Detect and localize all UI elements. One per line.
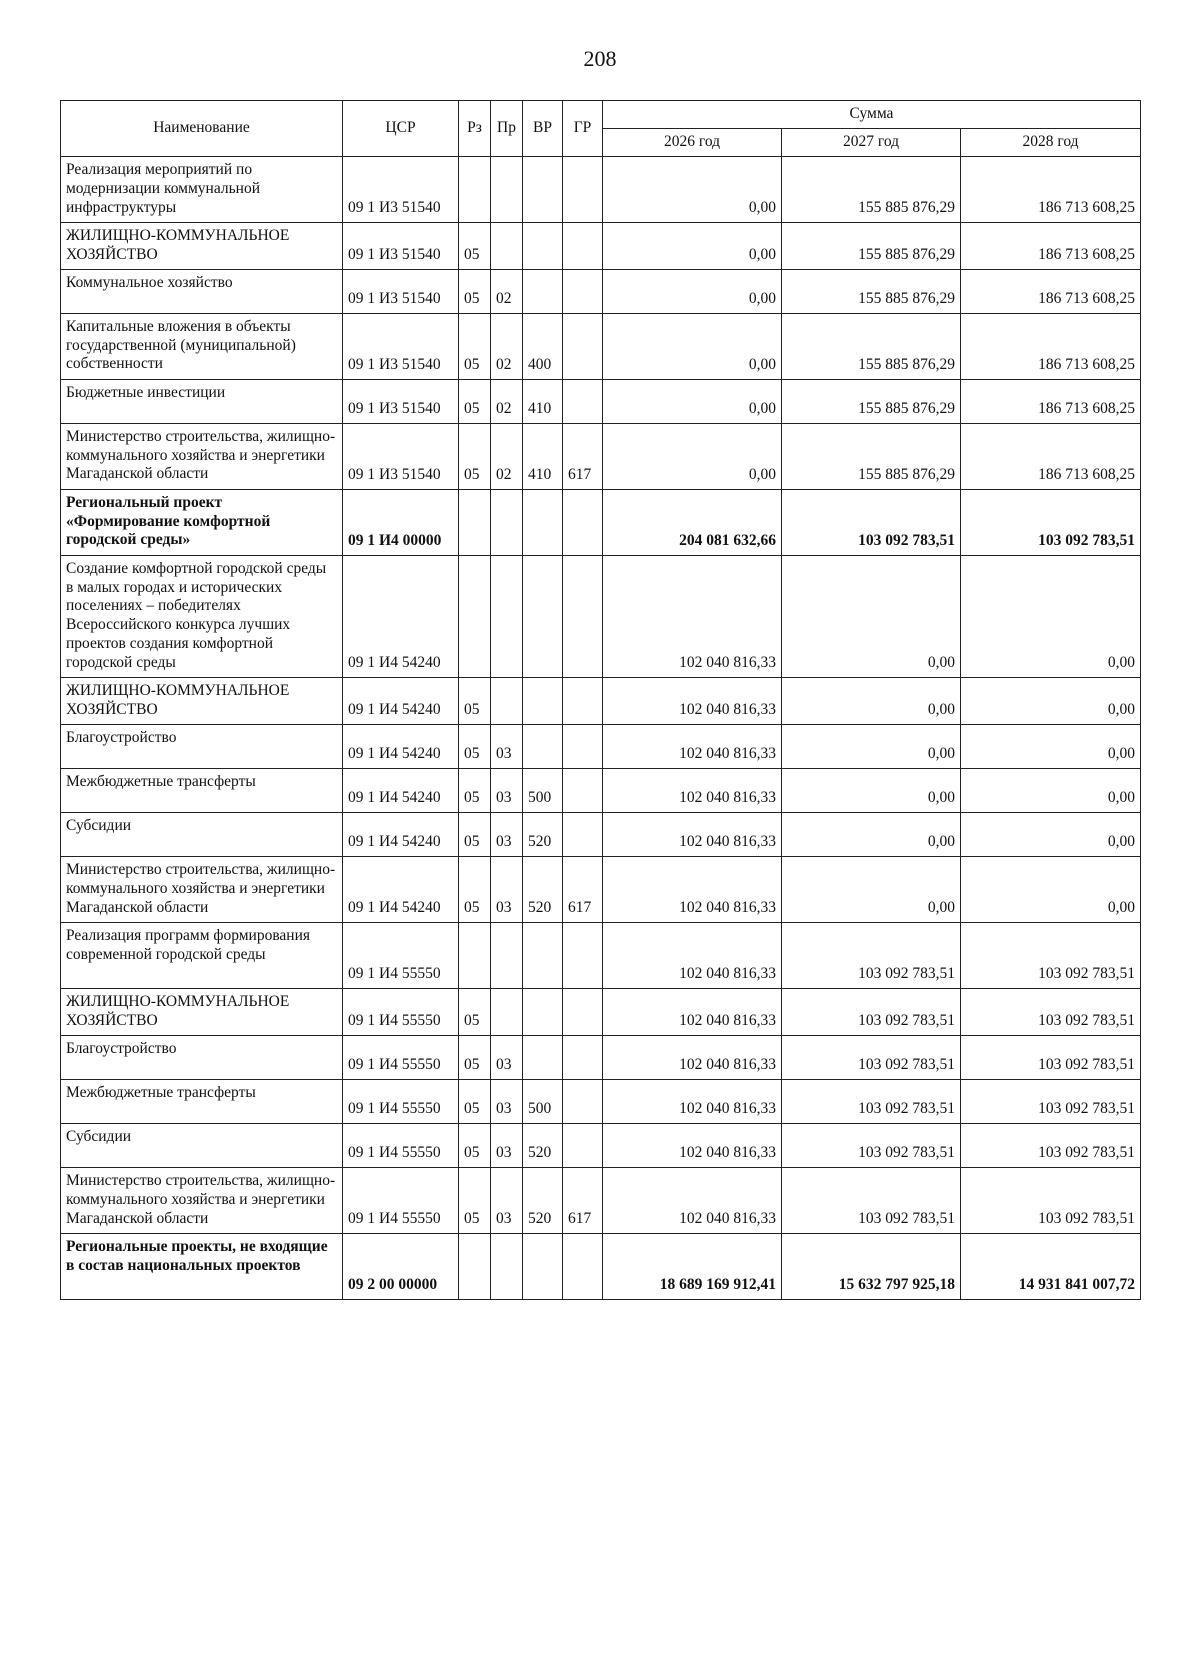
row-2026-cell: 0,00 [603,156,782,222]
row-gr-cell: 617 [563,856,603,922]
row-csr-cell: 09 1 И3 51540 [343,423,459,489]
row-2026-cell: 102 040 816,33 [603,1035,782,1079]
row-vr-cell [523,988,563,1035]
row-2028-cell: 103 092 783,51 [961,489,1141,555]
table-row [61,1233,1141,1299]
table-row [61,269,1141,313]
row-2027-cell: 15 632 797 925,18 [782,1233,961,1299]
row-rz-cell: 05 [459,1167,491,1233]
row-vr-cell [523,922,563,988]
row-vr-cell [523,1233,563,1299]
row-name-cell: Субсидии [61,812,343,856]
row-2026-cell: 102 040 816,33 [603,856,782,922]
row-gr-cell [563,313,603,379]
row-2027-cell: 155 885 876,29 [782,423,961,489]
row-rz-cell: 05 [459,269,491,313]
row-2027-cell: 155 885 876,29 [782,222,961,269]
row-csr-cell: 09 1 И4 54240 [343,555,459,677]
row-vr-cell [523,269,563,313]
row-pr-cell [491,988,523,1035]
row-vr-cell: 410 [523,423,563,489]
table-row [61,489,1141,555]
row-2027-cell: 0,00 [782,812,961,856]
row-2028-cell: 0,00 [961,768,1141,812]
row-2027-cell: 103 092 783,51 [782,988,961,1035]
row-rz-cell: 05 [459,1079,491,1123]
row-vr-cell [523,489,563,555]
row-csr-cell: 09 1 И4 54240 [343,856,459,922]
row-2028-cell: 186 713 608,25 [961,156,1141,222]
row-gr-cell [563,768,603,812]
row-vr-cell [523,222,563,269]
row-2028-cell: 0,00 [961,555,1141,677]
row-2027-cell: 103 092 783,51 [782,1035,961,1079]
row-2027-cell: 103 092 783,51 [782,1123,961,1167]
row-2026-cell: 102 040 816,33 [603,724,782,768]
budget-table [60,100,1141,1300]
row-csr-cell: 09 1 И3 51540 [343,222,459,269]
row-gr-cell [563,678,603,725]
row-gr-cell [563,489,603,555]
row-pr-cell [491,156,523,222]
row-rz-cell: 05 [459,1035,491,1079]
table-row [61,988,1141,1035]
row-csr-cell: 09 1 И4 55550 [343,1079,459,1123]
header-gr: ГР [563,101,603,157]
header-name: Наименование [61,101,343,157]
row-pr-cell [491,222,523,269]
row-name-cell: Благоустройство [61,724,343,768]
row-name-cell: Бюджетные инвестиции [61,379,343,423]
row-2027-cell: 103 092 783,51 [782,1167,961,1233]
header-vr: ВР [523,101,563,157]
row-csr-cell: 09 1 И4 55550 [343,1123,459,1167]
row-rz-cell: 05 [459,379,491,423]
row-2026-cell: 102 040 816,33 [603,1079,782,1123]
row-pr-cell [491,922,523,988]
row-csr-cell: 09 1 И4 54240 [343,768,459,812]
row-2028-cell: 0,00 [961,856,1141,922]
row-2026-cell: 0,00 [603,222,782,269]
row-rz-cell [459,489,491,555]
row-vr-cell: 520 [523,856,563,922]
row-rz-cell [459,555,491,677]
table-row [61,1079,1141,1123]
row-2028-cell: 0,00 [961,812,1141,856]
table-row [61,222,1141,269]
row-name-cell: Министерство строительства, жилищно-коммунального хозяйства и энергетики Магаданской области [61,423,343,489]
row-2026-cell: 204 081 632,66 [603,489,782,555]
row-vr-cell: 500 [523,1079,563,1123]
row-csr-cell: 09 1 И4 55550 [343,1035,459,1079]
header-sum: Сумма [603,101,1141,129]
row-rz-cell: 05 [459,812,491,856]
row-2028-cell: 103 092 783,51 [961,1035,1141,1079]
row-name-cell: Региональный проект «Формирование комфортной городской среды» [61,489,343,555]
row-2028-cell: 103 092 783,51 [961,1079,1141,1123]
row-name-cell: Межбюджетные трансферты [61,1079,343,1123]
table-row [61,555,1141,677]
row-csr-cell: 09 1 И3 51540 [343,379,459,423]
table-row [61,678,1141,725]
table-row [61,1167,1141,1233]
row-gr-cell [563,1079,603,1123]
table-row [61,768,1141,812]
row-2026-cell: 102 040 816,33 [603,922,782,988]
row-gr-cell [563,812,603,856]
row-2026-cell: 102 040 816,33 [603,812,782,856]
row-2027-cell: 0,00 [782,724,961,768]
row-2028-cell: 186 713 608,25 [961,222,1141,269]
row-csr-cell: 09 1 И3 51540 [343,269,459,313]
row-2026-cell: 18 689 169 912,41 [603,1233,782,1299]
row-2028-cell: 0,00 [961,724,1141,768]
row-pr-cell: 03 [491,856,523,922]
table-row [61,423,1141,489]
row-2027-cell: 103 092 783,51 [782,1079,961,1123]
row-rz-cell: 05 [459,313,491,379]
row-2026-cell: 0,00 [603,269,782,313]
row-vr-cell [523,156,563,222]
table-header [61,101,1141,157]
row-pr-cell: 02 [491,423,523,489]
row-csr-cell: 09 1 И4 54240 [343,724,459,768]
row-pr-cell [491,489,523,555]
row-gr-cell [563,269,603,313]
row-2028-cell: 103 092 783,51 [961,988,1141,1035]
row-rz-cell: 05 [459,222,491,269]
table-row [61,379,1141,423]
row-2027-cell: 155 885 876,29 [782,156,961,222]
row-vr-cell: 410 [523,379,563,423]
row-2026-cell: 0,00 [603,379,782,423]
row-2028-cell: 103 092 783,51 [961,922,1141,988]
row-pr-cell: 03 [491,812,523,856]
table-row [61,922,1141,988]
budget-table-container [60,100,1140,1300]
row-gr-cell [563,922,603,988]
row-csr-cell: 09 1 И4 55550 [343,922,459,988]
row-2027-cell: 155 885 876,29 [782,269,961,313]
row-2026-cell: 102 040 816,33 [603,768,782,812]
row-name-cell: Создание комфортной городской среды в малых городах и исторических поселениях – победителях Всероссийского конкурса лучших проектов создания комфортной городской среды [61,555,343,677]
row-name-cell: ЖИЛИЩНО-КОММУНАЛЬНОЕ ХОЗЯЙСТВО [61,988,343,1035]
row-2026-cell: 102 040 816,33 [603,988,782,1035]
row-2027-cell: 103 092 783,51 [782,489,961,555]
table-row [61,812,1141,856]
row-pr-cell: 03 [491,1079,523,1123]
row-gr-cell [563,1233,603,1299]
row-rz-cell [459,922,491,988]
row-name-cell: Капитальные вложения в объекты государственной (муниципальной) собственности [61,313,343,379]
row-2027-cell: 0,00 [782,768,961,812]
header-2028: 2028 год [961,128,1141,156]
row-name-cell: Реализация мероприятий по модернизации коммунальной инфраструктуры [61,156,343,222]
table-body [61,156,1141,1299]
row-2026-cell: 102 040 816,33 [603,678,782,725]
row-vr-cell [523,1035,563,1079]
row-rz-cell: 05 [459,678,491,725]
header-2027: 2027 год [782,128,961,156]
row-2028-cell: 103 092 783,51 [961,1123,1141,1167]
row-rz-cell: 05 [459,856,491,922]
row-csr-cell: 09 1 И3 51540 [343,156,459,222]
row-2026-cell: 102 040 816,33 [603,1167,782,1233]
row-2027-cell: 155 885 876,29 [782,313,961,379]
header-rz: Рз [459,101,491,157]
table-row [61,156,1141,222]
row-rz-cell [459,1233,491,1299]
table-row [61,1123,1141,1167]
row-gr-cell [563,988,603,1035]
page-number: 208 [583,46,617,71]
row-pr-cell [491,1233,523,1299]
row-name-cell: Министерство строительства, жилищно-коммунального хозяйства и энергетики Магаданской области [61,1167,343,1233]
table-row [61,856,1141,922]
row-2026-cell: 0,00 [603,423,782,489]
row-name-cell: Региональные проекты, не входящие в состав национальных проектов [61,1233,343,1299]
row-gr-cell [563,1035,603,1079]
row-name-cell: Благоустройство [61,1035,343,1079]
row-csr-cell: 09 1 И3 51540 [343,313,459,379]
row-name-cell: Межбюджетные трансферты [61,768,343,812]
row-2027-cell: 0,00 [782,678,961,725]
row-2028-cell: 186 713 608,25 [961,269,1141,313]
row-pr-cell: 03 [491,1123,523,1167]
row-2028-cell: 14 931 841 007,72 [961,1233,1141,1299]
row-gr-cell [563,156,603,222]
row-csr-cell: 09 1 И4 55550 [343,1167,459,1233]
table-row [61,313,1141,379]
row-2027-cell: 155 885 876,29 [782,379,961,423]
row-gr-cell: 617 [563,423,603,489]
row-gr-cell [563,222,603,269]
row-name-cell: Министерство строительства, жилищно-коммунального хозяйства и энергетики Магаданской области [61,856,343,922]
row-vr-cell [523,555,563,677]
header-csr: ЦСР [343,101,459,157]
row-rz-cell: 05 [459,988,491,1035]
row-vr-cell: 500 [523,768,563,812]
row-rz-cell [459,156,491,222]
table-row [61,1035,1141,1079]
row-pr-cell [491,555,523,677]
row-rz-cell: 05 [459,1123,491,1167]
row-2028-cell: 186 713 608,25 [961,379,1141,423]
row-name-cell: Реализация программ формирования современной городской среды [61,922,343,988]
row-pr-cell: 03 [491,724,523,768]
row-2026-cell: 102 040 816,33 [603,1123,782,1167]
row-pr-cell: 02 [491,313,523,379]
row-name-cell: ЖИЛИЩНО-КОММУНАЛЬНОЕ ХОЗЯЙСТВО [61,678,343,725]
row-csr-cell: 09 1 И4 54240 [343,812,459,856]
row-vr-cell: 520 [523,812,563,856]
row-name-cell: Субсидии [61,1123,343,1167]
row-2028-cell: 103 092 783,51 [961,1167,1141,1233]
row-gr-cell [563,1123,603,1167]
row-csr-cell: 09 1 И4 54240 [343,678,459,725]
row-vr-cell [523,724,563,768]
row-pr-cell: 03 [491,768,523,812]
row-2028-cell: 0,00 [961,678,1141,725]
row-2028-cell: 186 713 608,25 [961,313,1141,379]
row-vr-cell [523,678,563,725]
row-2026-cell: 102 040 816,33 [603,555,782,677]
row-gr-cell [563,724,603,768]
row-2026-cell: 0,00 [603,313,782,379]
row-rz-cell: 05 [459,423,491,489]
row-pr-cell: 02 [491,269,523,313]
row-vr-cell: 520 [523,1123,563,1167]
table-row [61,724,1141,768]
row-gr-cell [563,379,603,423]
header-2026: 2026 год [603,128,782,156]
row-pr-cell: 02 [491,379,523,423]
row-name-cell: ЖИЛИЩНО-КОММУНАЛЬНОЕ ХОЗЯЙСТВО [61,222,343,269]
row-pr-cell: 03 [491,1035,523,1079]
row-pr-cell [491,678,523,725]
header-pr: Пр [491,101,523,157]
row-2028-cell: 186 713 608,25 [961,423,1141,489]
row-gr-cell [563,555,603,677]
row-pr-cell: 03 [491,1167,523,1233]
row-2027-cell: 0,00 [782,555,961,677]
row-2027-cell: 103 092 783,51 [782,922,961,988]
row-name-cell: Коммунальное хозяйство [61,269,343,313]
row-2027-cell: 0,00 [782,856,961,922]
row-rz-cell: 05 [459,768,491,812]
row-csr-cell: 09 1 И4 55550 [343,988,459,1035]
row-csr-cell: 09 2 00 00000 [343,1233,459,1299]
row-rz-cell: 05 [459,724,491,768]
row-csr-cell: 09 1 И4 00000 [343,489,459,555]
row-gr-cell: 617 [563,1167,603,1233]
row-vr-cell: 520 [523,1167,563,1233]
row-vr-cell: 400 [523,313,563,379]
